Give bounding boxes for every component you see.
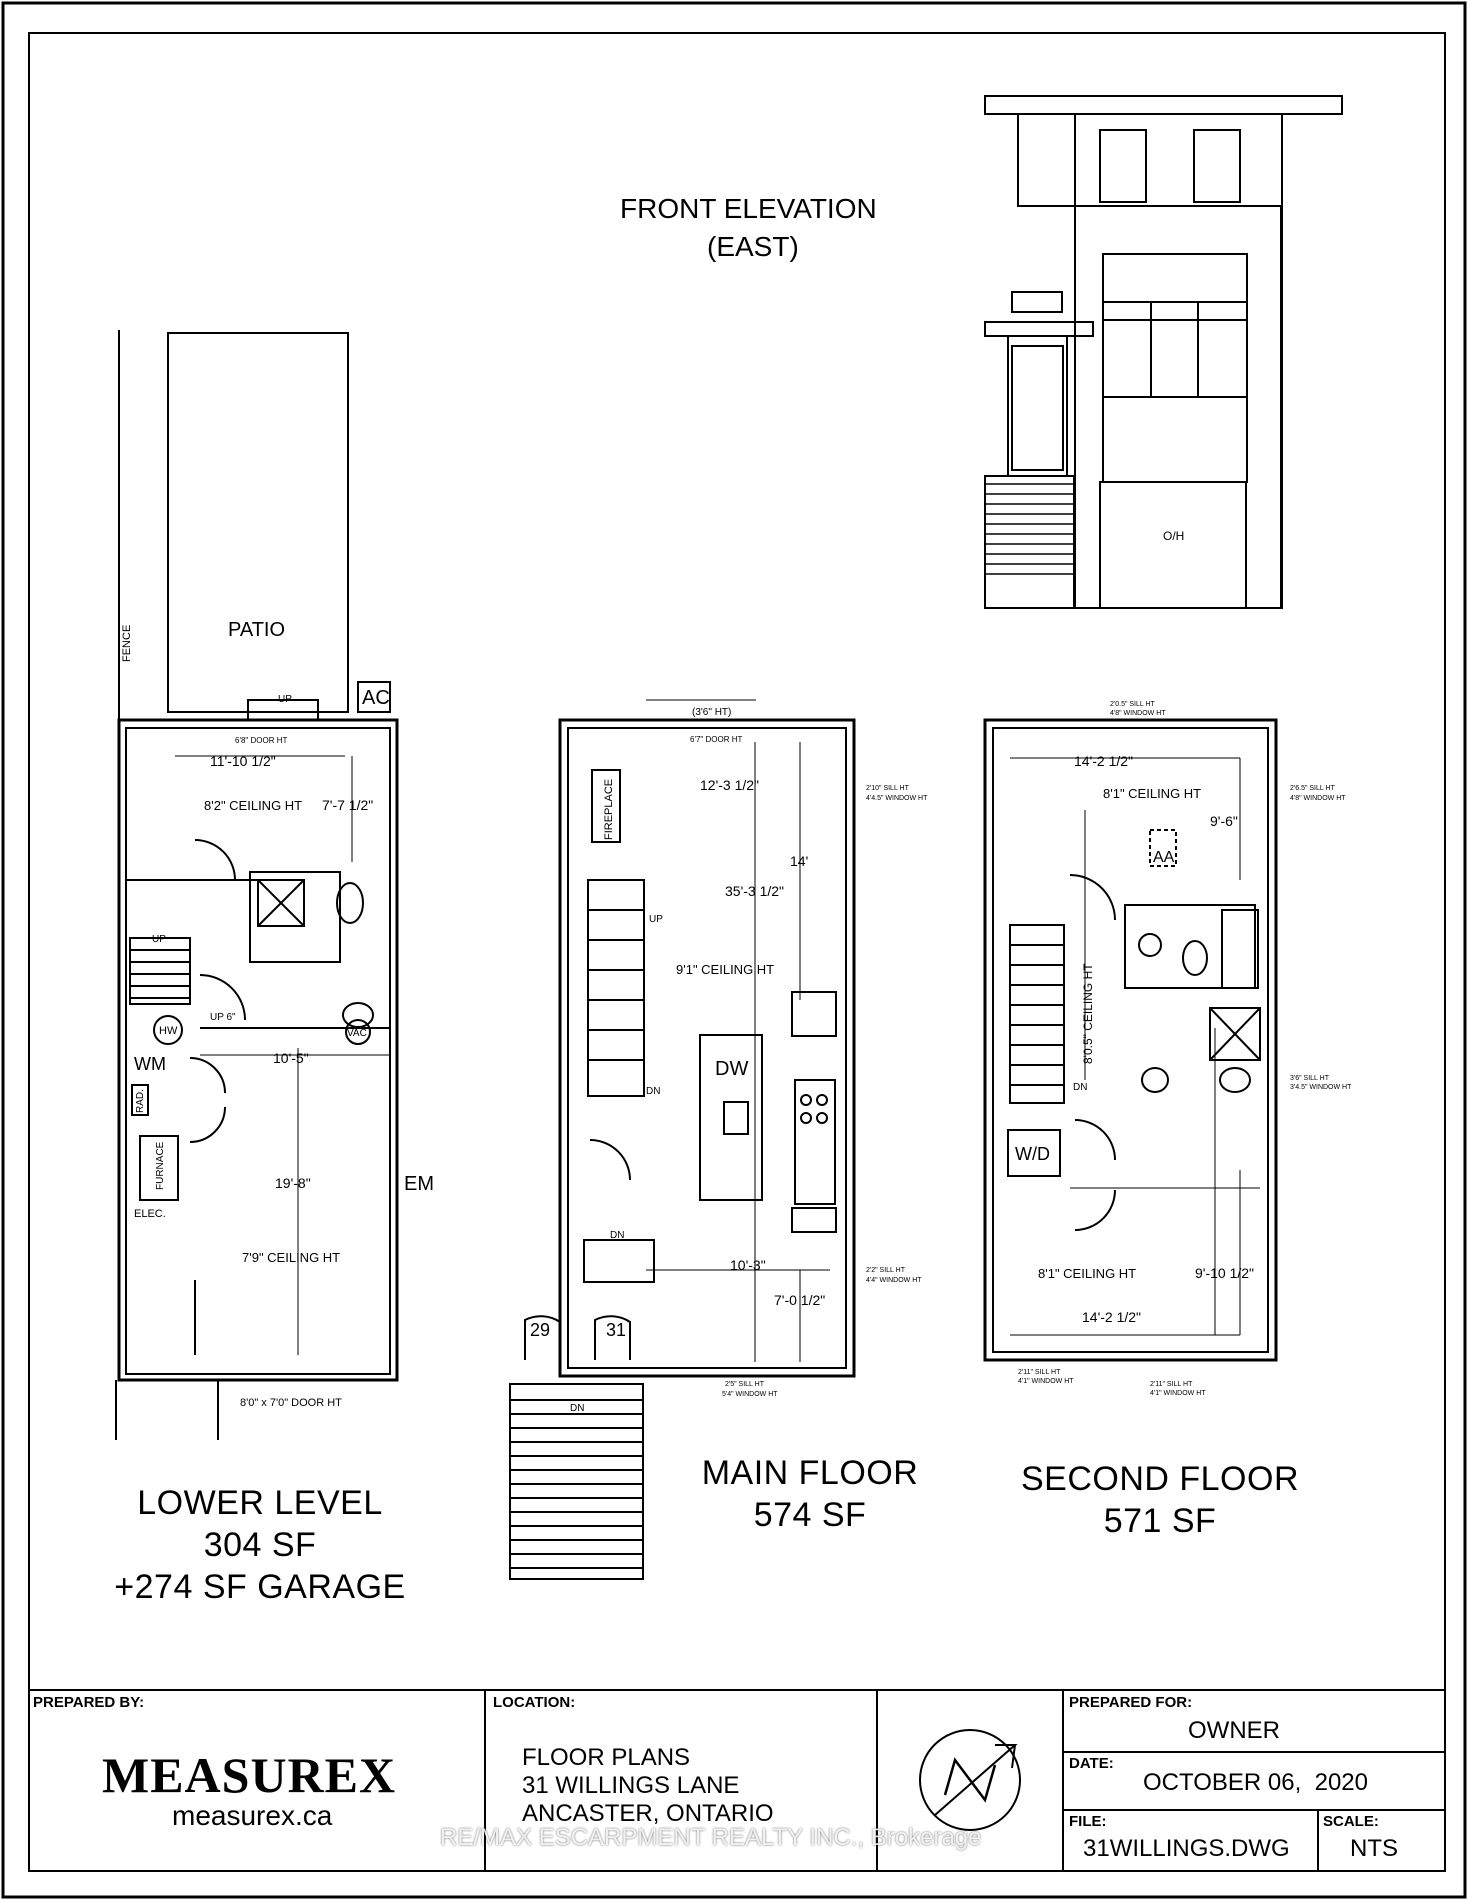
lower-garage-door-label: 8'0" x 7'0" DOOR HT (240, 1397, 342, 1409)
lower-rad-label: RAD. (135, 1089, 146, 1113)
company-website[interactable]: measurex.ca (172, 1800, 333, 1831)
lower-level-name: LOWER LEVEL (137, 1484, 383, 1522)
sheet-outer-border (3, 3, 1465, 1897)
main-dim-width: 12'-3 1/2" (700, 777, 760, 793)
main-floor-area: 574 SF (753, 1496, 867, 1534)
location-line-1: FLOOR PLANS (522, 1744, 691, 1771)
second-window-top: 2'0.5" SILL HT (1110, 701, 1155, 708)
second-ceiling-vertical: 8'0.5" CEILING HT (1081, 963, 1095, 1064)
elevation-title-2: (EAST) (707, 231, 799, 262)
lower-up-stair-label: UP (152, 934, 166, 945)
main-window-bottom-b: 5'4" WINDOW HT (722, 1391, 778, 1398)
lower-vac-label: VAC (347, 1028, 367, 1039)
second-window-bottom-left-b: 4'1" WINDOW HT (1018, 1378, 1074, 1385)
main-window-right-1: 2'10" SILL HT (866, 785, 909, 792)
lower-furnace-label: FURNACE (155, 1141, 166, 1190)
main-window-right-2: 2'2" SILL HT (866, 1267, 905, 1274)
main-fireplace-label: FIREPLACE (603, 778, 615, 840)
second-dim-depth-1: 9'-6" (1210, 813, 1238, 829)
lower-elec-label: ELEC. (134, 1208, 166, 1220)
second-window-right-2b: 3'4.5" WINDOW HT (1290, 1084, 1352, 1091)
date-value: OCTOBER 06, 2020 (1143, 1769, 1368, 1796)
lower-wm-label: WM (134, 1054, 166, 1074)
second-wd-label: W/D (1015, 1144, 1050, 1164)
main-dim-total: 35'-3 1/2" (725, 883, 785, 899)
prepared-for-value: OWNER (1188, 1717, 1280, 1744)
main-unit-31: 31 (606, 1320, 627, 1340)
second-window-bottom-left: 2'11" SILL HT (1018, 1369, 1061, 1376)
main-window-right-1b: 4'4.5" WINDOW HT (866, 795, 928, 802)
main-dw-label: DW (715, 1058, 749, 1080)
second-window-top-b: 4'8" WINDOW HT (1110, 710, 1166, 717)
lower-level-heading (100, 1482, 420, 1608)
lower-dim-width-2: 10'-5" (273, 1050, 309, 1066)
second-window-bottom-right: 2'11" SILL HT (1150, 1381, 1193, 1388)
main-dn-1: DN (646, 1086, 661, 1097)
second-floor-heading (1000, 1458, 1320, 1542)
lower-level-area: 304 SF (203, 1526, 317, 1564)
lower-door-top-label: 6'8" DOOR HT (235, 736, 288, 745)
lower-dim-depth-1: 7'-7 1/2" (322, 797, 374, 813)
scale-label: SCALE: (1323, 1813, 1379, 1830)
main-floor-drawing (510, 700, 854, 1579)
elevation-garage-door-label: O/H (1163, 529, 1185, 543)
lower-em-label: EM (404, 1173, 434, 1195)
main-dn-2: DN (610, 1230, 625, 1241)
scale-value: NTS (1350, 1835, 1398, 1862)
main-ceiling-label: 9'1" CEILING HT (676, 962, 775, 977)
lower-fence-label: FENCE (121, 624, 133, 662)
lower-patio-label: PATIO (228, 619, 286, 641)
location-label: LOCATION: (493, 1694, 576, 1711)
watermark: RE/MAX ESCARPMENT REALTY INC., Brokerage (440, 1824, 982, 1851)
lower-ceiling-1: 8'2" CEILING HT (204, 798, 303, 813)
second-floor-area: 571 SF (1103, 1502, 1217, 1540)
main-up-label: UP (649, 914, 663, 925)
second-aa-label: AA (1153, 849, 1175, 866)
main-floor-heading (650, 1452, 970, 1536)
date-label: DATE: (1069, 1755, 1114, 1772)
prepared-by-label: PREPARED BY: (33, 1694, 145, 1711)
main-window-bottom: 2'5" SILL HT (725, 1381, 764, 1388)
lower-level-drawing (116, 330, 397, 1440)
main-unit-29: 29 (530, 1320, 551, 1340)
main-door-top-label: 6'7" DOOR HT (690, 735, 743, 744)
second-window-right-1: 2'6.5" SILL HT (1290, 785, 1335, 792)
second-dn-label: DN (1073, 1082, 1088, 1093)
location-line-2: 31 WILLINGS LANE (522, 1772, 740, 1799)
file-value: 31WILLINGS.DWG (1083, 1835, 1290, 1862)
second-dim-width: 14'-2 1/2" (1074, 753, 1134, 769)
second-dim-width-2: 14'-2 1/2" (1082, 1309, 1142, 1325)
lower-up-steps-label: UP 6" (210, 1012, 236, 1023)
location-line-3: ANCASTER, ONTARIO (522, 1800, 774, 1827)
main-top-note: (3'6" HT) (692, 707, 732, 718)
second-window-bottom-right-b: 4'1" WINDOW HT (1150, 1390, 1206, 1397)
lower-hw-label: HW (159, 1025, 178, 1037)
second-window-right-1b: 4'8" WINDOW HT (1290, 795, 1346, 802)
main-dn-stair: DN (570, 1403, 585, 1414)
main-dim-depth: 14' (790, 853, 809, 869)
file-label: FILE: (1069, 1813, 1107, 1830)
company-logo: MEASUREX (102, 1747, 397, 1803)
lower-dim-depth-2: 19'-8" (275, 1175, 311, 1191)
second-dim-depth-2: 9'-10 1/2" (1195, 1265, 1255, 1281)
lower-dim-width: 11'-10 1/2" (210, 753, 276, 769)
second-floor-name: SECOND FLOOR (1020, 1460, 1300, 1498)
main-window-right-2b: 4'4" WINDOW HT (866, 1277, 922, 1284)
lower-level-garage: +274 SF GARAGE (114, 1568, 406, 1606)
main-floor-name: MAIN FLOOR (701, 1454, 919, 1492)
prepared-for-label: PREPARED FOR: (1069, 1694, 1193, 1711)
lower-up-top-label: UP (278, 694, 292, 705)
elevation-title-1: FRONT ELEVATION (620, 193, 877, 224)
second-ceiling-1: 8'1" CEILING HT (1103, 786, 1202, 801)
second-ceiling-2: 8'1" CEILING HT (1038, 1266, 1137, 1281)
north-arrow-drawing (920, 1730, 1020, 1830)
main-dim-depth-2: 7'-0 1/2" (774, 1292, 826, 1308)
lower-ceiling-2: 7'9" CEILING HT (242, 1250, 341, 1265)
main-dim-width-2: 10'-3" (730, 1257, 766, 1273)
second-window-right-2: 3'6" SILL HT (1290, 1075, 1329, 1082)
lower-ac-label: AC (362, 687, 390, 709)
